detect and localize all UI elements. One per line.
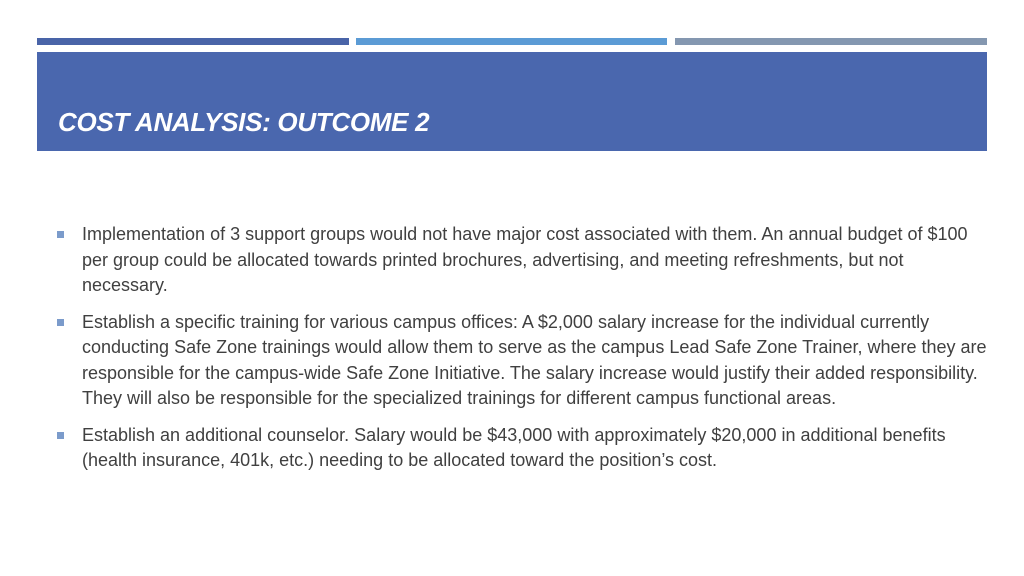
square-bullet-icon (57, 231, 64, 238)
bullet-item-training (57, 310, 987, 412)
bullet-item-support-groups (57, 222, 987, 299)
accent-bar-right (675, 38, 987, 45)
slide-title: COST ANALYSIS: OUTCOME 2 (58, 107, 430, 137)
bullet-text: Implementation of 3 support groups would not have major cost associated with them. An annual budget of $100 per group could be allocated towards printed brochures, advertising, and meeting refreshments, but not necessary. (82, 224, 968, 295)
title-band (37, 52, 987, 151)
bullet-text: Establish an additional counselor. Salary would be $43,000 with approximately $20,000 in additional benefits (health insurance, 401k, etc.) needing to be allocated toward the position’s cost. (82, 424, 946, 470)
square-bullet-icon (57, 319, 64, 326)
bullet-list (57, 222, 987, 485)
bullet-item-counselor (57, 423, 987, 474)
bullet-text: Establish a specific training for various campus offices: A $2,000 salary increase for the individual currently conducting Safe Zone trainings would allow them to serve as the campus Lead Safe Zone Trainer, where they are responsible for the campus-wide Safe Zone Initiative. The salary increase would justify their added responsibility. They will also be responsible for the specialized trainings for different campus functional areas. (82, 311, 987, 408)
square-bullet-icon (57, 432, 64, 439)
accent-bar-middle (356, 38, 667, 45)
accent-bar-left (37, 38, 349, 45)
